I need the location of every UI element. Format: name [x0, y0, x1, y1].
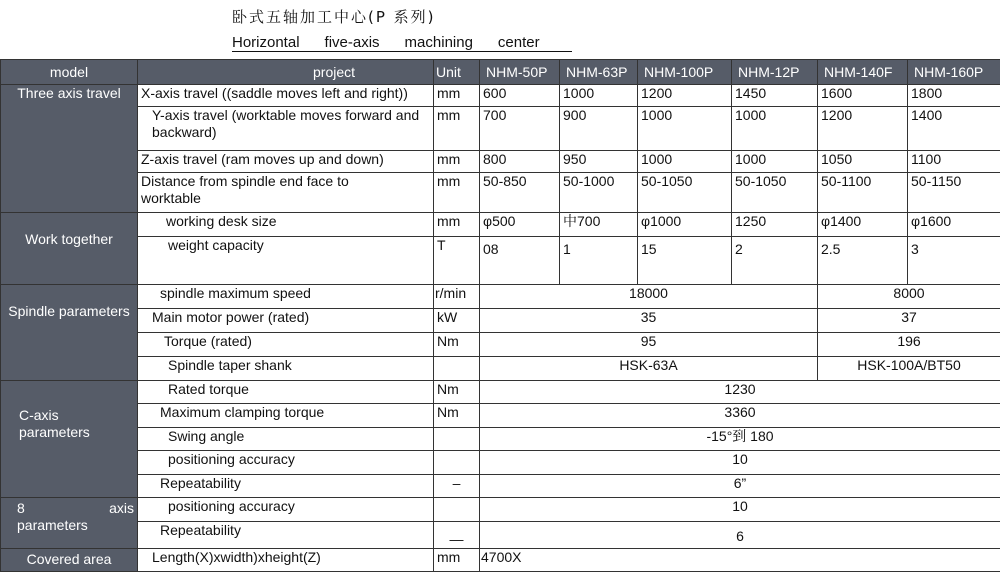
cell-value: 1100 — [908, 151, 1000, 173]
cell-value: 1800 — [908, 85, 1000, 107]
cell-value: 700 — [480, 107, 560, 151]
header-project: project — [138, 60, 434, 85]
row-unit: — — [434, 522, 480, 549]
cell-value: φ500 — [480, 213, 560, 237]
title-chinese: 卧式五轴加工中心(P 系列) — [232, 8, 436, 26]
cell-value: φ1600 — [908, 213, 1000, 237]
cell-value: 1000 — [732, 107, 818, 151]
cell-value: 1000 — [560, 85, 638, 107]
row-label: Swing angle — [138, 428, 434, 451]
cell-value: 950 — [560, 151, 638, 173]
group-c-axis-line-1: C-axis — [19, 407, 59, 423]
header-row — [1, 60, 1000, 85]
table-row — [1, 381, 1000, 404]
header-model-2: NHM-63P — [560, 60, 638, 85]
table-row — [1, 404, 1000, 428]
header-model-5: NHM-140F — [818, 60, 908, 85]
group-three-axis: Three axis travel — [1, 85, 138, 213]
cell-value: 50-1050 — [732, 173, 818, 213]
header-model-1: NHM-50P — [480, 60, 560, 85]
table-row — [1, 475, 1000, 498]
table-row — [1, 285, 1000, 309]
cell-value: 3 — [908, 237, 1000, 285]
cell-value: 1000 — [638, 107, 732, 151]
cell-value: φ1400 — [818, 213, 908, 237]
cell-value: 1 — [560, 237, 638, 285]
group-work-together: Work together — [1, 213, 138, 285]
row-label: Maximum clamping torque — [138, 404, 434, 428]
cell-value: 1050 — [818, 151, 908, 173]
cell-value: 35 — [480, 309, 818, 333]
cell-value: 6 — [480, 522, 1000, 549]
cell-value: 10 — [480, 498, 1000, 522]
row-unit: kW — [434, 309, 480, 333]
cell-value: 1200 — [818, 107, 908, 151]
table-row — [1, 498, 1000, 522]
table-row — [1, 451, 1000, 475]
table-row — [1, 213, 1000, 237]
row-unit: Nm — [434, 333, 480, 357]
table-row — [1, 173, 1000, 213]
row-label-line-2: worktable — [141, 190, 201, 206]
group-c-axis-line-2: parameters — [19, 424, 90, 440]
table-row — [1, 549, 1000, 572]
row-label: Y-axis travel (worktable moves forward and backward) — [138, 107, 434, 151]
row-unit: mm — [434, 549, 480, 572]
cell-value: 50-1050 — [638, 173, 732, 213]
cell-value: 1000 — [732, 151, 818, 173]
row-label: Repeatability — [138, 475, 434, 498]
table-row — [1, 107, 1000, 151]
row-label: Torque (rated) — [138, 333, 434, 357]
cell-value: φ1000 — [638, 213, 732, 237]
row-label: Spindle taper shank — [138, 357, 434, 381]
group-covered: Covered area — [1, 549, 138, 572]
cell-value: 2.5 — [818, 237, 908, 285]
row-unit: – — [434, 475, 480, 498]
row-label: positioning accuracy — [138, 451, 434, 475]
cell-value: 中700 — [560, 213, 638, 237]
header-unit: Unit — [434, 60, 480, 85]
cell-value: 800 — [480, 151, 560, 173]
cell-value: 50-1150 — [908, 173, 1000, 213]
cell-value: 95 — [480, 333, 818, 357]
group-8-axis-number: 8 — [17, 500, 25, 516]
spec-table — [0, 59, 1000, 572]
header-model-4: NHM-12P — [732, 60, 818, 85]
group-8-axis-line-1 — [17, 500, 134, 517]
cell-value: 1400 — [908, 107, 1000, 151]
row-label: spindle maximum speed — [138, 285, 434, 309]
cell-value: 1600 — [818, 85, 908, 107]
group-spindle: Spindle parameters — [1, 285, 138, 381]
cell-value: 10 — [480, 451, 1000, 475]
cell-value: 08 — [480, 237, 560, 285]
cell-value: 50-1000 — [560, 173, 638, 213]
cell-value: 1450 — [732, 85, 818, 107]
cell-value: -15°到 180 — [480, 428, 1000, 451]
row-unit — [434, 357, 480, 381]
row-label: working desk size — [138, 213, 434, 237]
header-model-3: NHM-100P — [638, 60, 732, 85]
group-8-axis-word: axis — [109, 500, 134, 516]
row-unit: mm — [434, 151, 480, 173]
row-unit: mm — [434, 107, 480, 151]
row-unit — [434, 498, 480, 522]
table-row — [1, 357, 1000, 381]
table-row — [1, 428, 1000, 451]
row-label: Z-axis travel (ram moves up and down) — [138, 151, 434, 173]
row-label: weight capacity — [138, 237, 434, 285]
cell-value: HSK-100A/BT50 — [818, 357, 1000, 381]
row-label: Main motor power (rated) — [138, 309, 434, 333]
cell-value: 3360 — [480, 404, 1000, 428]
row-unit: mm — [434, 213, 480, 237]
cell-value: 8000 — [818, 285, 1000, 309]
row-unit: mm — [434, 85, 480, 107]
cell-value: 50-1100 — [818, 173, 908, 213]
cell-value: HSK-63A — [480, 357, 818, 381]
cell-value: 15 — [638, 237, 732, 285]
row-unit — [434, 428, 480, 451]
cell-value: 1200 — [638, 85, 732, 107]
header-model: model — [1, 60, 138, 85]
row-unit: mm — [434, 173, 480, 213]
row-label: positioning accuracy — [138, 498, 434, 522]
cell-value: 6” — [480, 475, 1000, 498]
table-row — [1, 522, 1000, 549]
cell-value: 4700X — [480, 549, 1000, 572]
group-8-axis — [1, 498, 138, 549]
table-row — [1, 237, 1000, 285]
header-model-6: NHM-160P — [908, 60, 1000, 85]
table-row — [1, 333, 1000, 357]
cell-value: 600 — [480, 85, 560, 107]
row-label: Length(X)xwidth)xheight(Z) — [138, 549, 434, 572]
cell-value: 50-850 — [480, 173, 560, 213]
row-label-line-1: Distance from spindle end face to — [141, 173, 349, 189]
table-row — [1, 309, 1000, 333]
row-unit: Nm — [434, 404, 480, 428]
cell-value: 1250 — [732, 213, 818, 237]
title-english: Horizontal five-axis machining center — [232, 34, 572, 52]
cell-value: 1230 — [480, 381, 1000, 404]
row-label: Repeatability — [138, 522, 434, 549]
table-row — [1, 151, 1000, 173]
row-label: Rated torque — [138, 381, 434, 404]
table-row — [1, 85, 1000, 107]
cell-value: 900 — [560, 107, 638, 151]
cell-value: 18000 — [480, 285, 818, 309]
row-label — [138, 173, 434, 213]
cell-value: 196 — [818, 333, 1000, 357]
cell-value: 37 — [818, 309, 1000, 333]
group-c-axis — [1, 381, 138, 498]
row-unit: T — [434, 237, 480, 285]
cell-value: 2 — [732, 237, 818, 285]
row-unit — [434, 451, 480, 475]
group-8-axis-line-2: parameters — [17, 517, 88, 533]
row-unit: Nm — [434, 381, 480, 404]
row-unit: r/min — [434, 285, 480, 309]
row-label: X-axis travel ((saddle moves left and right)) — [138, 85, 434, 107]
cell-value: 1000 — [638, 151, 732, 173]
